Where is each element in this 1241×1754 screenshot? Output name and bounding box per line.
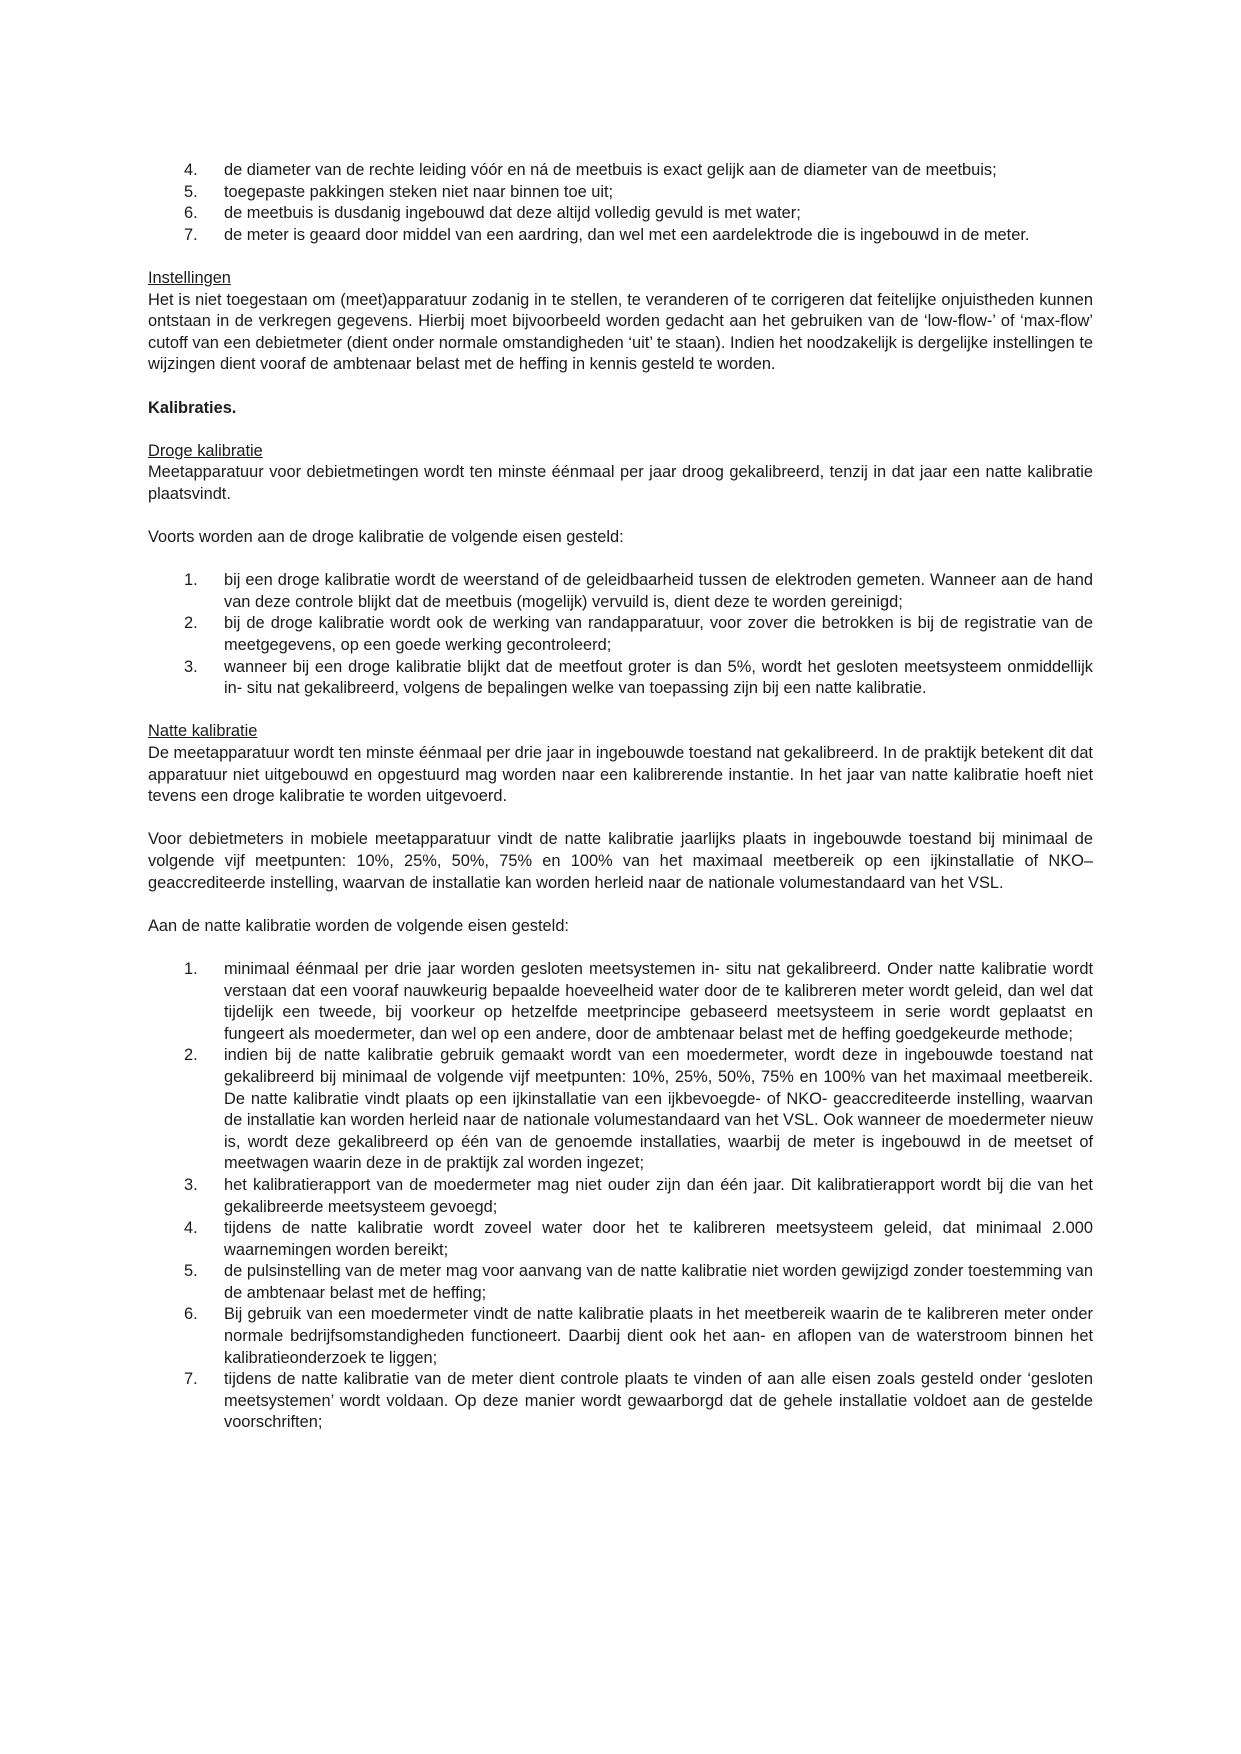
list-item [148, 1261, 1093, 1304]
list-item-text: tijdens de natte kalibratie wordt zoveel water door het te kalibreren meetsysteem geleid, dat minimaal 2.000 waarnemingen worden bereikt; [224, 1219, 1093, 1259]
list-item [148, 613, 1093, 656]
droge-kalibratie-paragraph: Meetapparatuur voor debietmetingen wordt ten minste éénmaal per jaar droog gekalibreerd, tenzij in dat jaar een natte kalibratie plaatsvindt. [148, 463, 1093, 503]
natte-kalibratie-intro: Aan de natte kalibratie worden de volgende eisen gesteld: [148, 916, 569, 935]
list-item-number: 3. [184, 657, 198, 676]
list-item-text: indien bij de natte kalibratie gebruik gemaakt wordt van een moedermeter, wordt deze in ingebouwde toestand nat gekalibreerd bij minimaal de volgende vijf meetpunten: 10%, 25%, 50%, 75% en 100% van het maximaal meetbereik. De natte kalibratie vindt plaats op een ijkinstallatie van een ijkbevoegde- of NKO- geaccrediteerde instelling, waarvan de installatie kan worden herleid naar de nationale volumestandaard van het VSL. Ook wanneer de moedermeter nieuw is, wordt deze gekalibreerd op één van de genoemde installaties, waarbij de meter is ingebouwd in de meetset of meetwagen waarin deze in de praktijk zal worden ingezet; [224, 1046, 1093, 1173]
list-item-number: 1. [184, 571, 198, 590]
list-item [148, 657, 1093, 700]
list-item-number: 2. [184, 614, 198, 633]
list-item [148, 570, 1093, 613]
natte-kalibratie-heading: Natte kalibratie [148, 722, 258, 741]
list-item [148, 1304, 1093, 1369]
natte-kalibratie-list [148, 959, 1093, 1434]
list-item-text: het kalibratierapport van de moedermeter mag niet ouder zijn dan één jaar. Dit kalibratierapport wordt bij die van het gekalibreerde meetsysteem gevoegd; [224, 1175, 1093, 1216]
natte-kalibratie-paragraph-2: Voor debietmeters in mobiele meetapparatuur vindt de natte kalibratie jaarlijks plaats in ingebouwde toestand bij minimaal de volgende vijf meetpunten: 10%, 25%, 50%, 75% en 100% van het maximaal meetbereik op een ijkinstallatie of NKO–geaccrediteerde instelling, waarvan de installatie kan worden herleid naar de nationale volumestandaard van het VSL. [148, 830, 1093, 892]
instellingen-heading: Instellingen [148, 268, 231, 287]
list-item-number: 7. [184, 1370, 198, 1389]
list-item-text: minimaal éénmaal per drie jaar worden gesloten meetsystemen in- situ nat gekalibreerd. Onder natte kalibratie wordt verstaan dat een vooraf nauwkeurig bepaalde hoeveelheid water door de te kalibreren meter wordt geleid, dan wel dat tijdelijk een tweede, bij voorkeur op hetzelfde meetprincipe gebaseerd meetsysteem in serie wordt geplaatst en fungeert als moedermeter, dan wel op een andere, door de ambtenaar belast met de heffing goedgekeurde methode; [224, 959, 1093, 1043]
list-item-text: de meter is geaard door middel van een aardring, dan wel met een aardelektrode die is ingebouwd in de meter. [224, 225, 1030, 244]
kalibraties-heading: Kalibraties. [148, 398, 237, 417]
requirements-list-top [148, 160, 1093, 246]
list-item [148, 203, 1093, 225]
list-item [148, 959, 1093, 1045]
list-item-number: 3. [184, 1175, 198, 1194]
list-item [148, 160, 1093, 182]
list-item-text: bij een droge kalibratie wordt de weerstand of de geleidbaarheid tussen de elektroden gemeten. Wanneer aan de hand van deze controle blijkt dat de meetbuis (mogelijk) vervuild is, dient deze te worden gereinigd; [224, 571, 1093, 611]
list-item-number: 6. [184, 204, 198, 223]
list-item-text: Bij gebruik van een moedermeter vindt de natte kalibratie plaats in het meetbereik waarin de te kalibreren meter onder normale bedrijfsomstandigheden functioneert. Daarbij dient ook het aan- en aflopen van de waterstroom binnen het kalibratieonderzoek te liggen; [224, 1305, 1093, 1367]
list-item-number: 7. [184, 225, 198, 244]
list-item [148, 1369, 1093, 1434]
list-item-text: bij de droge kalibratie wordt ook de werking van randapparatuur, voor zover die betrokken is bij de registratie van de meetgegevens, op een goede werking gecontroleerd; [224, 614, 1093, 655]
list-item [148, 1218, 1093, 1261]
droge-kalibratie-heading: Droge kalibratie [148, 441, 263, 460]
list-item-text: de pulsinstelling van de meter mag voor aanvang van de natte kalibratie niet worden gewijzigd zonder toestemming van de ambtenaar belast met de heffing; [224, 1262, 1093, 1302]
list-item-text: toegepaste pakkingen steken niet naar binnen toe uit; [224, 182, 614, 201]
list-item-number: 4. [184, 161, 198, 179]
list-item [148, 1175, 1093, 1218]
instellingen-paragraph: Het is niet toegestaan om (meet)apparatuur zodanig in te stellen, te veranderen of te corrigeren dat feitelijke onjuistheden kunnen ontstaan in de verkregen gegevens. Hierbij moet bijvoorbeeld worden gedacht aan het gebruiken van de ‘low-flow-’ of ‘max-flow’ cutoff van een debietmeter (dient onder normale omstandigheden ‘uit’ te staan). Indien het noodzakelijk is dergelijke instellingen te wijzingen dient vooraf de ambtenaar belast met de heffing in kennis gesteld te worden. [148, 290, 1093, 374]
list-item-number: 5. [184, 182, 198, 201]
list-item [148, 225, 1093, 247]
list-item-number: 2. [184, 1046, 198, 1065]
list-item [148, 182, 1093, 204]
list-item-number: 1. [184, 959, 198, 978]
list-item-text: wanneer bij een droge kalibratie blijkt dat de meetfout groter is dan 5%, wordt het gesloten meetsysteem onmiddellijk in- situ nat gekalibreerd, volgens de bepalingen welke van toepassing zijn bij een natte kalibratie. [224, 657, 1093, 698]
droge-kalibratie-list [148, 570, 1093, 700]
natte-kalibratie-paragraph-1: De meetapparatuur wordt ten minste éénmaal per drie jaar in ingebouwde toestand nat gekalibreerd. In de praktijk betekent dit dat apparatuur niet uitgebouwd en opgestuurd mag worden naar een kalibrerende instantie. In het jaar van natte kalibratie hoeft niet tevens een droge kalibratie te worden uitgevoerd. [148, 744, 1093, 806]
document-page [148, 160, 1093, 1434]
list-item-number: 6. [184, 1305, 198, 1324]
list-item-number: 5. [184, 1262, 198, 1281]
list-item-number: 4. [184, 1219, 198, 1238]
list-item-text: tijdens de natte kalibratie van de meter dient controle plaats te vinden of aan alle eisen zoals gesteld onder ‘gesloten meetsystemen’ wordt voldaan. Op deze manier wordt gewaarborgd dat de gehele installatie voldoet aan de gestelde voorschriften; [224, 1370, 1093, 1432]
list-item [148, 1045, 1093, 1175]
list-item-text: de diameter van de rechte leiding vóór en ná de meetbuis is exact gelijk aan de diameter van de meetbuis; [224, 161, 997, 179]
droge-kalibratie-intro: Voorts worden aan de droge kalibratie de volgende eisen gesteld: [148, 528, 624, 547]
list-item-text: de meetbuis is dusdanig ingebouwd dat deze altijd volledig gevuld is met water; [224, 204, 801, 223]
